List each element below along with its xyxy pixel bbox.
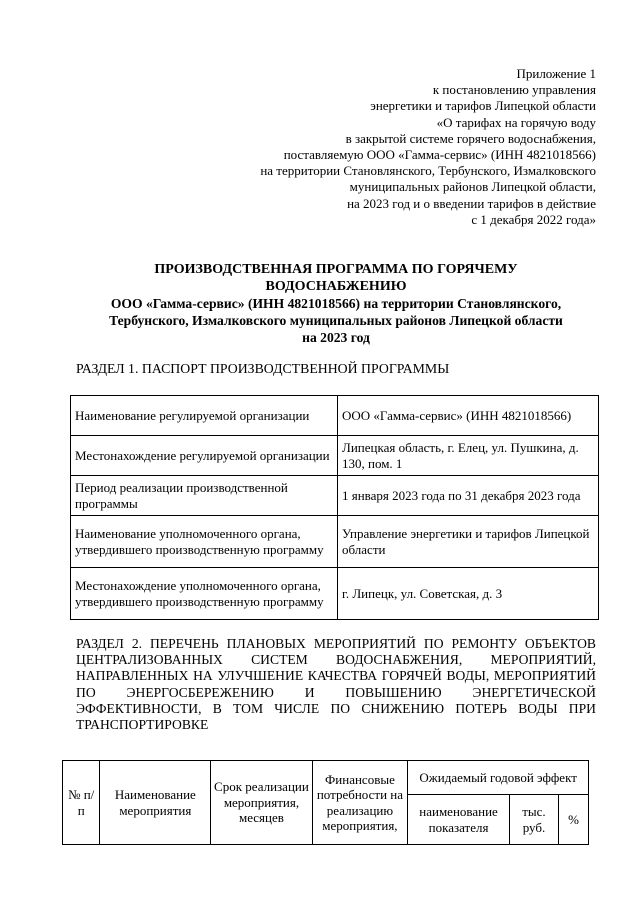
measures-table	[62, 760, 589, 845]
passport-key: Период реализации производственной программы	[71, 476, 338, 516]
col-percent: %	[559, 795, 589, 845]
passport-value: Липецкая область, г. Елец, ул. Пушкина, д. 130, пом. 1	[338, 436, 599, 476]
appendix-line: муниципальных районов Липецкой области,	[349, 179, 596, 195]
section1-heading: РАЗДЕЛ 1. ПАСПОРТ ПРОИЗВОДСТВЕННОЙ ПРОГРАММЫ	[76, 361, 450, 376]
title-sub-line: Тербунского, Измалковского муниципальных районов Липецкой области	[109, 313, 563, 328]
passport-key: Наименование уполномоченного органа, утвердившего производственную программу	[71, 516, 338, 568]
appendix-line: с 1 декабря 2022 года»	[471, 211, 596, 227]
col-name: Наименование мероприятия	[100, 761, 211, 845]
col-indicator: наименование показателя	[408, 795, 510, 845]
table-row	[71, 396, 599, 436]
col-num: № п/п	[63, 761, 100, 845]
appendix-line: в закрытой системе горячего водоснабжения,	[345, 130, 596, 146]
appendix-block	[136, 66, 596, 228]
passport-key: Местонахождение уполномоченного органа, утвердившего производственную программу	[71, 568, 338, 620]
title-main-line: ПРОИЗВОДСТВЕННАЯ ПРОГРАММА ПО ГОРЯЧЕМУ	[154, 262, 518, 277]
document-title	[66, 261, 606, 346]
appendix-line: к постановлению управления	[432, 82, 596, 98]
table-row	[71, 568, 599, 620]
title-main-line: ВОДОСНАБЖЕНИЮ	[265, 279, 407, 294]
appendix-line: на 2023 год и о введении тарифов в действие	[347, 195, 596, 211]
passport-key: Наименование регулируемой организации	[71, 396, 338, 436]
passport-value: 1 января 2023 года по 31 декабря 2023 года	[338, 476, 599, 516]
passport-value: ООО «Гамма-сервис» (ИНН 4821018566)	[338, 396, 599, 436]
appendix-line: энергетики и тарифов Липецкой области	[370, 98, 596, 114]
col-effect: Ожидаемый годовой эффект	[408, 761, 589, 795]
table-row	[71, 516, 599, 568]
section2-heading: РАЗДЕЛ 2. ПЕРЕЧЕНЬ ПЛАНОВЫХ МЕРОПРИЯТИЙ ПО РЕМОНТУ ОБЪЕКТОВ ЦЕНТРАЛИЗОВАННЫХ СИСТЕМ ВОДОСНАБЖЕНИЯ, МЕРОПРИЯТИЙ, НАПРАВЛЕННЫХ НА УЛУЧШЕНИЕ КАЧЕСТВА ГОРЯЧЕЙ ВОДЫ, МЕРОПРИЯТИЙ ПО ЭНЕРГОСБЕРЕЖЕНИЮ И ПОВЫШЕНИЮ ЭНЕРГЕТИЧЕСКОЙ ЭФФЕКТИВНОСТИ, В ТОМ ЧИСЛЕ ПО СНИЖЕНИЮ ПОТЕРЬ ВОДЫ ПРИ ТРАНСПОРТИРОВКЕ	[76, 636, 596, 733]
passport-value: г. Липецк, ул. Советская, д. 3	[338, 568, 599, 620]
col-thousand-rub: тыс. руб.	[509, 795, 558, 845]
appendix-line: поставляемую ООО «Гамма-сервис» (ИНН 4821018566)	[283, 147, 596, 163]
passport-table	[70, 395, 599, 620]
appendix-line: на территории Становлянского, Тербунского, Измалковского	[260, 163, 596, 179]
col-finance: Финансовые потребности на реализацию мероприятия,	[312, 761, 408, 845]
passport-key: Местонахождение регулируемой организации	[71, 436, 338, 476]
appendix-line: Приложение 1	[516, 66, 596, 81]
table-row	[71, 476, 599, 516]
passport-value: Управление энергетики и тарифов Липецкой области	[338, 516, 599, 568]
col-term: Срок реализации мероприятия, месяцев	[211, 761, 312, 845]
table-row	[71, 436, 599, 476]
title-sub-line: ООО «Гамма-сервис» (ИНН 4821018566) на территории Становлянского,	[110, 296, 562, 311]
table-header-row	[63, 761, 589, 795]
title-sub-line: на 2023 год	[302, 330, 370, 345]
appendix-line: «О тарифах на горячую воду	[436, 114, 596, 130]
